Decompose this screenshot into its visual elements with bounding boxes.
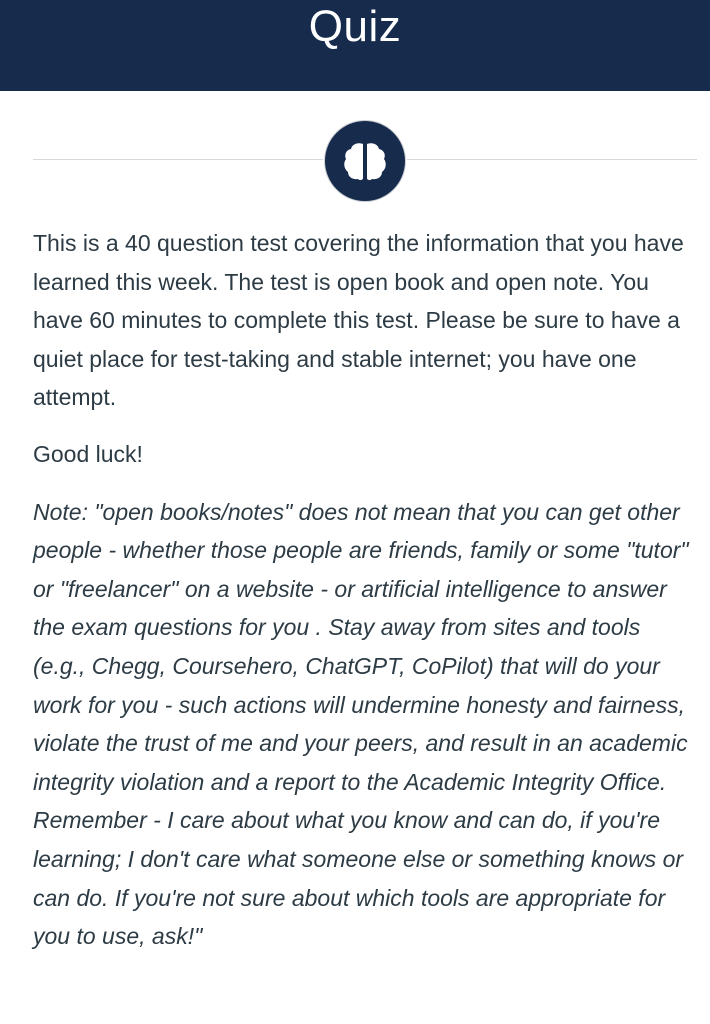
good-luck-paragraph: Good luck! (33, 440, 143, 467)
quiz-icon-circle (325, 121, 405, 201)
brain-icon (343, 141, 387, 181)
page-header (0, 0, 710, 91)
page-title: Quiz (308, 2, 402, 51)
intro-paragraph: This is a 40 question test covering the information that you have learned this week. The test is open book and open note. You have 60 minutes to complete this test. Please be sure to have a quiet place for test-taking and stable internet; you have one attempt. (33, 230, 684, 411)
quiz-icon-badge (323, 119, 407, 203)
quiz-description (33, 224, 697, 956)
note-paragraph: Note: "open books/notes" does not mean that you can get other people - whether those people are friends, family or some "tutor" or "freelancer" on a website - or artificial intelligence to answer the exam questions for you . Stay away from sites and tools (e.g., Chegg, Coursehero, ChatGPT, CoPilot) that will do your work for you - such actions will undermine honesty and fairness, violate the trust of me and your peers, and result in an academic integrity violation and a report to the Academic Integrity Office. Remember - I care about what you know and can do, if you're learning; I don't care what someone else or something knows or can do. If you're not sure about which tools are appropriate for you to use, ask!" (33, 498, 689, 950)
